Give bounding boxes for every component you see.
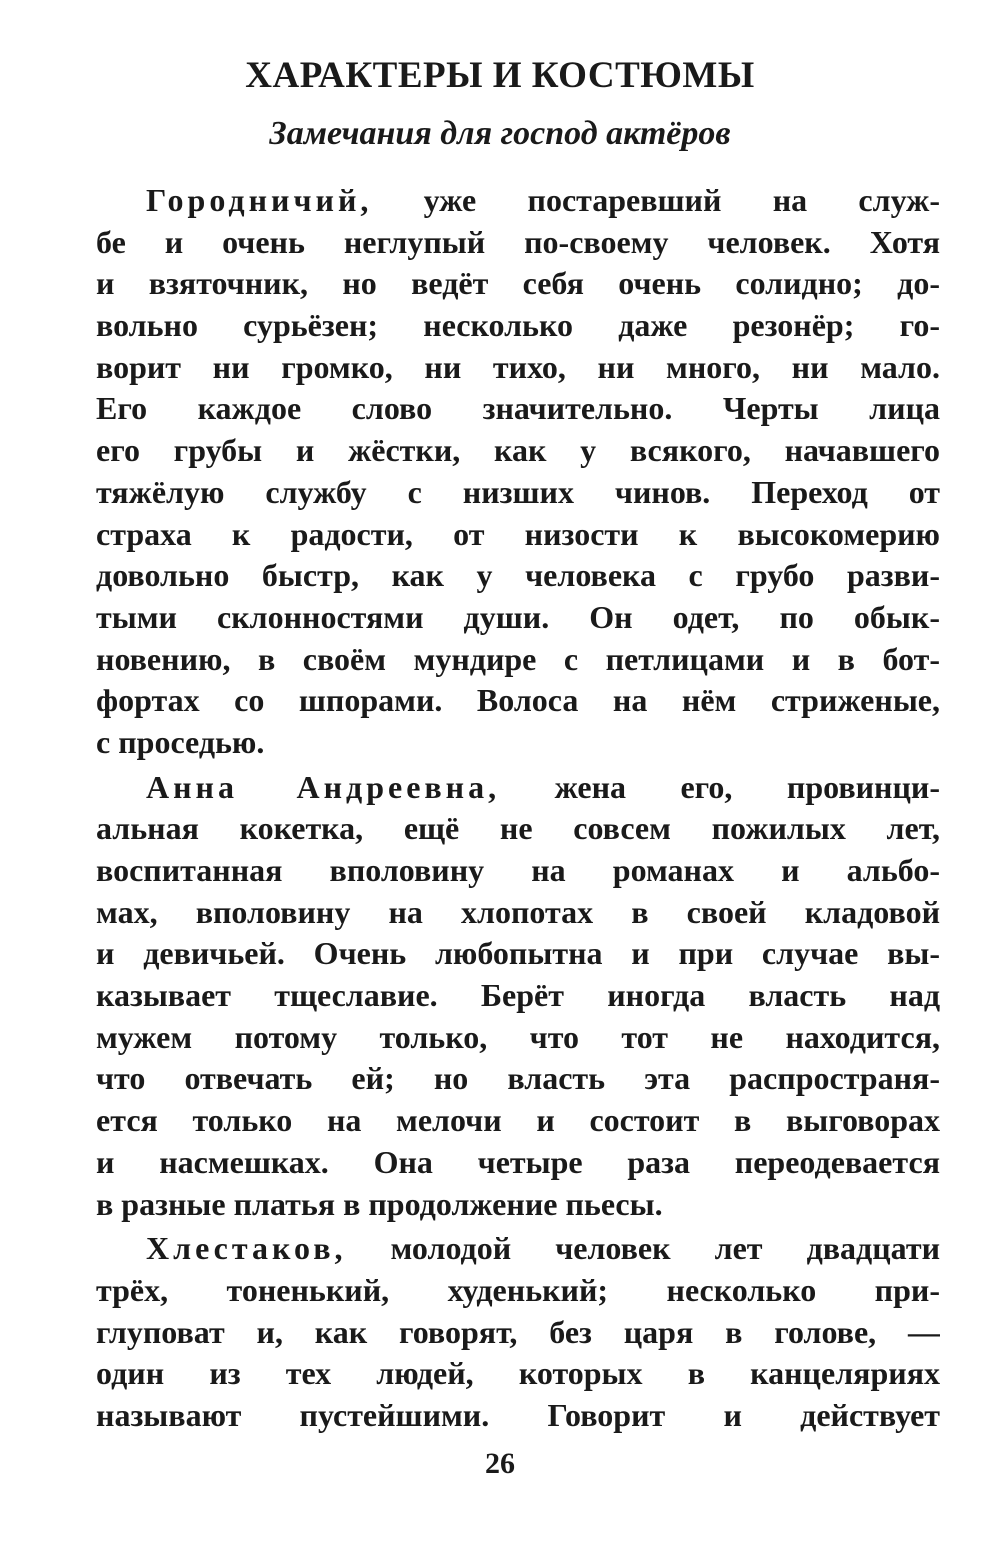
- text-line: вольно сурьёзен; несколько даже резонёр; го-: [96, 307, 940, 344]
- paragraph-gorodnichiy: [96, 180, 940, 764]
- text-line: и девичьей. Очень любопытна и при случае вы-: [96, 935, 940, 972]
- paragraph-khlestakov: [96, 1228, 940, 1436]
- text-line-last: в разные платья в продолжение пьесы.: [96, 1185, 663, 1222]
- text-line: называют пустейшими. Говорит и действует: [96, 1396, 940, 1433]
- paragraph-anna-andreevna: [96, 767, 940, 1226]
- text-line: что отвечать ей; но власть эта распространя-: [96, 1060, 940, 1097]
- paragraph-first-line: Хлестаков, молодой человек лет двадцати: [146, 1230, 940, 1267]
- text-line: казывает тщеславие. Берёт иногда власть над: [96, 977, 940, 1014]
- text-line: Его каждое слово значительно. Черты лица: [96, 390, 940, 427]
- text-line: тыми склонностями души. Он одет, по обык-: [96, 598, 940, 635]
- chapter-title: ХАРАКТЕРЫ И КОСТЮМЫ: [245, 55, 755, 96]
- text-line: и насмешках. Она четыре раза переодевается: [96, 1143, 940, 1180]
- character-name: Хлестаков,: [146, 1230, 347, 1267]
- paragraph-first-line: Городничий, уже постаревший на служ-: [146, 182, 940, 218]
- page-number: 26: [485, 1447, 515, 1480]
- text-line: фортах со шпорами. Волоса на нём стриженые,: [96, 682, 940, 719]
- text-line: трёх, тоненький, худенький; несколько при-: [96, 1271, 940, 1308]
- text-line-last: с проседью.: [96, 723, 265, 760]
- text-line: и взяточник, но ведёт себя очень солидно; до-: [96, 265, 940, 302]
- text-line: альная кокетка, ещё не совсем пожилых лет,: [96, 810, 940, 847]
- text-line: мужем потому только, что тот не находится,: [96, 1018, 940, 1055]
- text-line: бе и очень неглупый по-своему человек. Хотя: [96, 223, 940, 260]
- text-line: глуповат и, как говорят, без царя в голове, —: [96, 1313, 940, 1350]
- text-line: мах, вполовину на хлопотах в своей кладовой: [96, 893, 940, 930]
- character-name: Анна Андреевна,: [146, 768, 501, 805]
- text-line: страха к радости, от низости к высокомерию: [96, 515, 940, 552]
- text-line: его грубы и жёстки, как у всякого, начавшего: [96, 432, 940, 469]
- text-line: довольно быстр, как у человека с грубо разви-: [96, 557, 940, 594]
- text-line: ется только на мелочи и состоит в выговорах: [96, 1102, 940, 1139]
- text-line: новению, в своём мундире с петлицами и в бот-: [96, 640, 940, 677]
- text-line: тяжёлую службу с низших чинов. Переход от: [96, 473, 940, 510]
- chapter-subtitle: Замечания для господ актёров: [269, 115, 731, 152]
- text-line: ворит ни громко, ни тихо, ни много, ни мало.: [96, 348, 940, 385]
- character-name: Городничий,: [146, 182, 373, 218]
- body-text: [96, 180, 940, 1437]
- text-line: воспитанная вполовину на романах и альбо-: [96, 852, 940, 888]
- text-line: один из тех людей, которых в канцеляриях: [96, 1355, 940, 1392]
- paragraph-first-line: Анна Андреевна, жена его, провинци-: [146, 768, 940, 805]
